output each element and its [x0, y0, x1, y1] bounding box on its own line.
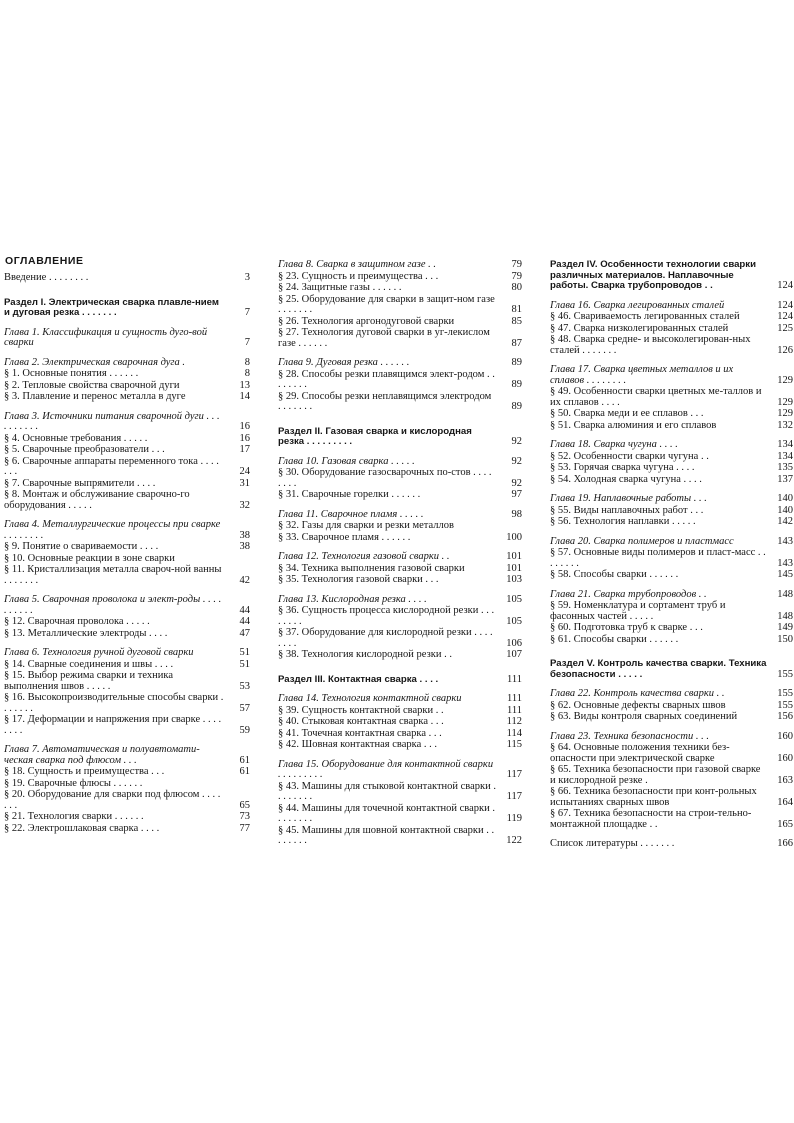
- toc-entry-title: § 44. Машины для точечной контактной сварки . . . . . . . .: [278, 802, 496, 824]
- toc-entry-page: 92: [511, 436, 522, 447]
- toc-chapter-entry: [550, 732, 793, 743]
- toc-entry-page: 31: [239, 477, 250, 489]
- toc-entry: [4, 273, 250, 284]
- toc-chapter-entry: [278, 552, 522, 563]
- toc-chapter-entry: [278, 457, 522, 468]
- toc-entry-page: 129: [777, 408, 793, 419]
- toc-entry-title: § 61. Способы сварки . . . . . .: [550, 633, 679, 645]
- toc-chapter-entry: [550, 689, 793, 700]
- toc-entry-page: 98: [511, 508, 522, 520]
- toc-entry-title: Глава 19. Наплавочные работы . . .: [550, 493, 707, 504]
- toc-paragraph-entry: [278, 804, 522, 825]
- toc-paragraph-entry: [278, 295, 522, 316]
- toc-entry-page: 14: [239, 391, 250, 402]
- toc-entry-title: § 21. Технология сварки . . . . . .: [4, 811, 144, 822]
- toc-paragraph-entry: [550, 506, 793, 517]
- toc-entry-title: § 65. Техника безопасности при газовой сварке и кислородной резке .: [550, 764, 761, 786]
- toc-paragraph-entry: [4, 812, 250, 823]
- toc-entry-title: § 56. Технология наплавки . . . . .: [550, 516, 696, 527]
- toc-entry-title: § 15. Выбор режима сварки и техника выполнения швов . . . . .: [4, 670, 173, 692]
- toc-entry-title: § 7. Сварочные выпрямители . . . .: [4, 477, 156, 489]
- toc-entry-page: 3: [244, 272, 250, 283]
- toc-entry-page: 126: [777, 344, 793, 356]
- toc-entry-page: 92: [511, 455, 522, 467]
- toc-paragraph-entry: [4, 693, 250, 714]
- toc-entry-title: Глава 20. Сварка полимеров и пластмасс: [550, 535, 734, 547]
- toc-entry-title: § 67. Техника безопасности на строи-тельно-монтажной площадке . .: [550, 808, 752, 830]
- toc-entry-page: 100: [506, 531, 522, 543]
- toc-paragraph-entry: [4, 542, 250, 553]
- toc-entry-page: 124: [777, 280, 793, 291]
- toc-paragraph-entry: [550, 312, 793, 323]
- toc-chapter-entry: [4, 595, 250, 616]
- toc-entry-page: 107: [506, 649, 522, 660]
- toc-entry-title: § 25. Оборудование для сварки в защит-ном газе . . . . . . .: [278, 293, 495, 315]
- toc-entry-title: § 62. Основные дефекты сварных швов: [550, 699, 726, 711]
- toc-entry-title: § 24. Защитные газы . . . . . .: [278, 282, 402, 293]
- toc-paragraph-entry: [550, 701, 793, 712]
- toc-entry-page: 164: [777, 796, 793, 808]
- toc-section-entry: [550, 659, 793, 680]
- toc-entry-page: 111: [507, 673, 522, 685]
- toc-entry-title: § 55. Виды наплавочных работ . . .: [550, 504, 704, 516]
- toc-entry-title: Глава 10. Газовая сварка . . . . .: [278, 455, 415, 467]
- toc-chapter-entry: [278, 358, 522, 369]
- toc-entry-page: 156: [777, 711, 793, 722]
- toc-paragraph-entry: [278, 283, 522, 294]
- toc-chapter-entry: [550, 440, 793, 451]
- toc-chapter-entry: [4, 412, 250, 433]
- toc-entry-page: 160: [777, 752, 793, 764]
- toc-paragraph-entry: [550, 765, 793, 786]
- toc-entry-title: § 51. Сварка алюминия и его сплавов: [550, 419, 717, 431]
- toc-paragraph-entry: [278, 826, 522, 847]
- toc-entry-page: 51: [239, 647, 250, 658]
- toc-entry-title: Глава 15. Оборудование для контактной сварки . . . . . . . . .: [278, 758, 494, 780]
- toc-entry-page: 61: [239, 766, 250, 777]
- toc-chapter-entry: [550, 365, 793, 386]
- toc-entry-page: 155: [777, 699, 793, 711]
- toc-entry-title: Глава 23. Техника безопасности . . .: [550, 730, 709, 742]
- toc-entry-title: § 23. Сущность и преимущества . . .: [278, 270, 439, 282]
- toc-entry-title: § 57. Основные виды полимеров и пласт-масс . . . . . . . .: [550, 547, 766, 569]
- toc-paragraph-entry: [4, 715, 250, 736]
- toc-entry-page: 92: [511, 477, 522, 489]
- toc-entry-title: § 64. Основные положения техники без-опасности при электрической сварке: [550, 742, 730, 764]
- toc-paragraph-entry: [4, 671, 250, 692]
- toc-entry-title: § 63. Виды контроля сварных соединений: [550, 711, 738, 722]
- toc-section-entry: [278, 427, 522, 448]
- toc-entry-page: 32: [239, 499, 250, 511]
- toc-entry-page: 89: [511, 401, 522, 412]
- toc-chapter-entry: [550, 494, 793, 505]
- toc-entry-title: § 31. Сварочные горелки . . . . . .: [278, 489, 421, 500]
- toc-entry-page: 59: [239, 724, 250, 736]
- toc-entry-title: § 28. Способы резки плавящимся элект-родом . . . . . . . .: [278, 368, 495, 390]
- toc-paragraph-entry: [550, 421, 793, 432]
- toc-entry-page: 17: [239, 444, 250, 455]
- toc-section-entry: [278, 675, 522, 686]
- toc-entry-title: Глава 8. Сварка в защитном газе . .: [278, 259, 437, 270]
- toc-entry-title: § 48. Сварка средне- и высоколегирован-ных сталей . . . . . . .: [550, 334, 751, 356]
- toc-entry-page: 125: [777, 322, 793, 334]
- toc-entry-title: § 46. Свариваемость легированных сталей: [550, 311, 740, 322]
- toc-paragraph-entry: [550, 409, 793, 420]
- toc-entry-title: § 16. Высокопроизводительные способы сварки . . . . . . .: [4, 692, 224, 714]
- toc-entry-title: Глава 6. Технология ручной дуговой сварки: [4, 647, 194, 658]
- toc-paragraph-entry: [550, 743, 793, 764]
- toc-paragraph-entry: [4, 660, 250, 671]
- toc-paragraph-entry: [550, 463, 793, 474]
- toc-entry-page: 117: [506, 769, 522, 780]
- toc-entry-title: § 19. Сварочные флюсы . . . . . .: [4, 777, 143, 789]
- toc-entry-page: 81: [511, 304, 522, 315]
- toc-paragraph-entry: [550, 548, 793, 569]
- toc-entry-page: 103: [506, 574, 522, 585]
- toc-entry-page: 7: [244, 337, 250, 348]
- toc-entry-title: § 38. Технология кислородной резки . .: [278, 649, 452, 660]
- toc-entry-page: 42: [239, 574, 250, 586]
- toc-entry-page: 101: [506, 551, 522, 562]
- toc-entry-page: 38: [239, 541, 250, 552]
- toc-entry-page: 132: [777, 419, 793, 431]
- toc-entry-page: 119: [506, 813, 522, 824]
- toc-entry-title: § 58. Способы сварки . . . . . .: [550, 569, 679, 580]
- toc-paragraph-entry: [278, 740, 522, 751]
- toc-entry-title: § 4. Основные требования . . . . .: [4, 432, 148, 444]
- toc-entry-title: § 36. Сущность процесса кислородной резки . . . . . . . .: [278, 605, 495, 627]
- toc-entry-page: 79: [511, 270, 522, 282]
- toc-paragraph-entry: [4, 565, 250, 586]
- toc-paragraph-entry: [4, 392, 250, 403]
- toc-paragraph-entry: [278, 606, 522, 627]
- toc-section-entry: [550, 260, 793, 292]
- toc-entry-page: 44: [239, 604, 250, 616]
- toc-entry-page: 8: [244, 356, 250, 368]
- toc-entry-title: § 53. Горячая сварка чугуна . . . .: [550, 462, 695, 473]
- toc-entry-title: Раздел I. Электрическая сварка плавле-нием и дуговая резка . . . . . . .: [4, 296, 219, 318]
- toc-entry-page: 124: [777, 299, 793, 311]
- toc-column-3: [550, 260, 793, 850]
- toc-paragraph-entry: [4, 554, 250, 565]
- toc-entry-page: 77: [239, 822, 250, 834]
- toc-paragraph-entry: [4, 767, 250, 778]
- toc-entry-page: 51: [239, 658, 250, 670]
- toc-entry-title: Глава 3. Источники питания сварочной дуги . . . . . . . . . .: [4, 410, 220, 432]
- toc-entry-page: 61: [239, 754, 250, 766]
- toc-entry-page: 47: [239, 627, 250, 639]
- toc-entry-title: § 17. Деформации и напряжения при сварке . . . . . . . .: [4, 714, 222, 736]
- toc-entry-title: § 27. Технология дуговой сварки в уг-лекислом газе . . . . . .: [278, 327, 490, 349]
- toc-entry-title: § 33. Сварочное пламя . . . . . .: [278, 531, 411, 543]
- toc-entry-page: 112: [506, 716, 522, 727]
- toc-entry-title: § 13. Металлические электроды . . . .: [4, 627, 168, 639]
- toc-entry-page: 115: [506, 739, 522, 750]
- toc-entry-page: 73: [239, 811, 250, 822]
- toc-entry-title: § 37. Оборудование для кислородной резки . . . . . . . .: [278, 627, 493, 649]
- toc-entry-title: § 30. Оборудование газосварочных по-стов . . . . . . . .: [278, 467, 492, 489]
- toc-entry-title: § 52. Особенности сварки чугуна . .: [550, 450, 709, 462]
- toc-chapter-entry: [4, 358, 250, 369]
- toc-chapter-entry: [550, 301, 793, 312]
- toc-entry-page: 149: [777, 622, 793, 633]
- toc-entry-page: 155: [777, 688, 793, 699]
- toc-entry-page: 135: [777, 462, 793, 473]
- toc-entry-title: Раздел IV. Особенности технологии сварки различных материалов. Наплавочные работы. Сварка трубопроводов . .: [550, 259, 756, 291]
- toc-entry-title: § 39. Сущность контактной сварки . .: [278, 704, 444, 716]
- toc-paragraph-entry: [278, 272, 522, 283]
- toc-paragraph-entry: [278, 628, 522, 649]
- toc-paragraph-entry: [4, 824, 250, 835]
- toc-entry-page: 16: [239, 432, 250, 444]
- toc-entry-page: 97: [511, 489, 522, 500]
- toc-entry-title: § 54. Холодная сварка чугуна . . . .: [550, 473, 702, 485]
- toc-entry-title: Глава 4. Металлургические процессы при сварке . . . . . . . .: [4, 519, 221, 541]
- toc-entry-page: 85: [511, 315, 522, 327]
- toc-entry-page: 65: [239, 799, 250, 811]
- toc-entry-title: Глава 7. Автоматическая и полуавтомати-ческая сварка под флюсом . . .: [4, 744, 200, 766]
- toc-paragraph-entry: [278, 392, 522, 413]
- toc-entry-page: 117: [506, 791, 522, 802]
- toc-paragraph-entry: [550, 809, 793, 830]
- toc-entry-page: 105: [506, 615, 522, 627]
- toc-chapter-entry: [4, 745, 250, 766]
- toc-entry-title: § 66. Техника безопасности при конт-рольных испытаниях сварных швов: [550, 786, 757, 808]
- toc-entry-title: Глава 5. Сварочная проволока и элект-роды . . . . . . . . . .: [4, 594, 222, 616]
- toc-column-1: [4, 273, 250, 834]
- toc-paragraph-entry: [4, 617, 250, 628]
- toc-entry-title: § 29. Способы резки неплавящимся электродом . . . . . . .: [278, 390, 492, 412]
- toc-entry-page: 106: [506, 637, 522, 649]
- toc-paragraph-entry: [278, 782, 522, 803]
- toc-entry-page: 122: [506, 835, 522, 846]
- toc-entry-page: 101: [506, 562, 522, 574]
- toc-entry-page: 89: [511, 379, 522, 390]
- toc-entry-title: Глава 18. Сварка чугуна . . . .: [550, 439, 678, 450]
- toc-column-2: [278, 260, 522, 847]
- toc-entry-title: § 9. Понятие о свариваемости . . . .: [4, 541, 159, 552]
- toc-entry-title: § 59. Номенклатура и сортамент труб и фасонных частей . . . . .: [550, 600, 726, 622]
- toc-paragraph-entry: [278, 717, 522, 728]
- page-title: ОГЛАВЛЕНИЕ: [5, 255, 84, 267]
- toc-entry-page: 143: [777, 535, 793, 547]
- toc-chapter-entry: [550, 590, 793, 601]
- toc-entry-page: 124: [777, 311, 793, 322]
- toc-entry-page: 134: [777, 439, 793, 450]
- toc-chapter-entry: [278, 760, 522, 781]
- toc-entry-page: 155: [777, 668, 793, 680]
- toc-entry-title: § 10. Основные реакции в зоне сварки: [4, 552, 175, 564]
- toc-entry-title: § 2. Тепловые свойства сварочной дуги: [4, 379, 180, 391]
- toc-paragraph-entry: [550, 475, 793, 486]
- toc-paragraph-entry: [278, 564, 522, 575]
- toc-entry-title: Глава 12. Технология газовой сварки . .: [278, 551, 450, 562]
- toc-paragraph-entry: [4, 434, 250, 445]
- toc-paragraph-entry: [4, 490, 250, 511]
- toc-entry-page: 7: [244, 307, 250, 318]
- toc-section-entry: [4, 298, 250, 319]
- toc-paragraph-entry: [550, 335, 793, 356]
- toc-chapter-entry: [4, 648, 250, 659]
- toc-chapter-entry: [278, 510, 522, 521]
- toc-entry-title: § 12. Сварочная проволока . . . . .: [4, 616, 150, 627]
- toc-entry-title: § 41. Точечная контактная сварка . . .: [278, 727, 442, 739]
- toc-entry-title: Глава 1. Классификация и сущность дуго-вой сварки: [4, 326, 208, 348]
- toc-entry-title: Глава 11. Сварочное пламя . . . . .: [278, 508, 424, 520]
- toc-paragraph-entry: [278, 575, 522, 586]
- toc-entry-title: § 43. Машины для стыковой контактной сварки . . . . . . . .: [278, 780, 497, 802]
- toc-entry-title: § 14. Сварные соединения и швы . . . .: [4, 658, 174, 670]
- toc-entry-title: § 5. Сварочные преобразователи . . .: [4, 444, 165, 455]
- toc-paragraph-entry: [550, 635, 793, 646]
- toc-paragraph-entry: [278, 729, 522, 740]
- toc-entry-page: 44: [239, 616, 250, 627]
- toc-entry-page: 150: [777, 633, 793, 645]
- toc-entry-page: 114: [506, 727, 522, 739]
- toc-chapter-entry: [4, 520, 250, 541]
- toc-entry-title: § 6. Сварочные аппараты переменного тока . . . . . . .: [4, 455, 219, 477]
- toc-paragraph-entry: [278, 521, 522, 532]
- toc-entry-page: 166: [777, 838, 793, 849]
- toc-entry-title: § 11. Кристаллизация металла свароч-ной ванны . . . . . . .: [4, 564, 222, 586]
- toc-paragraph-entry: [550, 787, 793, 808]
- toc-entry-title: § 60. Подготовка труб к сварке . . .: [550, 622, 703, 633]
- toc-entry-page: 145: [777, 569, 793, 580]
- toc-entry-title: Глава 9. Дуговая резка . . . . . .: [278, 357, 410, 368]
- toc-paragraph-entry: [4, 479, 250, 490]
- toc-entry-title: Раздел V. Контроль качества сварки. Техника безопасности . . . . .: [550, 658, 767, 680]
- toc-paragraph-entry: [4, 629, 250, 640]
- toc-entry-page: 53: [239, 680, 250, 692]
- toc-paragraph-entry: [4, 381, 250, 392]
- toc-entry-page: 24: [239, 466, 250, 477]
- toc-entry-title: § 3. Плавление и перенос металла в дуге: [4, 391, 186, 402]
- toc-entry-title: § 35. Технология газовой сварки . . .: [278, 574, 439, 585]
- toc-entry-page: 160: [777, 730, 793, 742]
- toc-entry-title: § 22. Электрошлаковая сварка . . . .: [4, 822, 160, 834]
- toc-entry-title: § 34. Техника выполнения газовой сварки: [278, 562, 465, 574]
- toc-entry-title: Глава 21. Сварка трубопроводов . .: [550, 588, 707, 600]
- toc-entry-page: 57: [239, 702, 250, 714]
- toc-entry-title: Введение . . . . . . . .: [4, 272, 89, 283]
- toc-paragraph-entry: [550, 601, 793, 622]
- toc-paragraph-entry: [4, 457, 250, 478]
- toc-paragraph-entry: [278, 317, 522, 328]
- toc-entry-title: Глава 16. Сварка легированных сталей: [550, 299, 725, 311]
- toc-entry-title: Раздел II. Газовая сварка и кислородная резка . . . . . . . . .: [278, 425, 472, 447]
- toc-chapter-entry: [4, 328, 250, 349]
- toc-entry-page: 129: [777, 374, 793, 386]
- toc-chapter-entry: [278, 260, 522, 271]
- toc-entry-title: Глава 2. Электрическая сварочная дуга .: [4, 356, 186, 368]
- toc-entry-page: 8: [244, 368, 250, 379]
- toc-entry-page: 148: [777, 588, 793, 600]
- toc-entry: [550, 839, 793, 850]
- toc-entry-page: 134: [777, 450, 793, 462]
- toc-entry-title: § 42. Шовная контактная сварка . . .: [278, 739, 438, 750]
- toc-entry-page: 137: [777, 473, 793, 485]
- toc-entry-page: 129: [777, 396, 793, 408]
- toc-entry-title: Список литературы . . . . . . .: [550, 838, 675, 849]
- toc-entry-title: Глава 13. Кислородная резка . . . .: [278, 593, 427, 605]
- toc-paragraph-entry: [4, 779, 250, 790]
- toc-chapter-entry: [278, 595, 522, 606]
- toc-entry-page: 111: [507, 704, 522, 716]
- toc-entry-title: Глава 17. Сварка цветных металлов и их сплавов . . . . . . . .: [550, 364, 734, 386]
- toc-chapter-entry: [278, 694, 522, 705]
- toc-entry-page: 87: [511, 337, 522, 349]
- toc-entry-title: § 8. Монтаж и обслуживание сварочно-го оборудования . . . . .: [4, 489, 190, 511]
- toc-entry-page: 163: [777, 774, 793, 786]
- toc-entry-page: 16: [239, 421, 250, 432]
- toc-entry-page: 79: [511, 259, 522, 270]
- toc-entry-page: 143: [777, 557, 793, 569]
- toc-paragraph-entry: [550, 570, 793, 581]
- toc-entry-title: § 49. Особенности сварки цветных ме-таллов и их сплавов . . . .: [550, 386, 762, 408]
- toc-chapter-entry: [550, 537, 793, 548]
- toc-paragraph-entry: [278, 468, 522, 489]
- toc-entry-page: 142: [777, 516, 793, 527]
- toc-entry-title: Глава 22. Контроль качества сварки . .: [550, 688, 725, 699]
- toc-entry-page: 140: [777, 504, 793, 516]
- toc-entry-page: 165: [777, 818, 793, 830]
- toc-entry-page: 140: [777, 493, 793, 504]
- toc-paragraph-entry: [550, 623, 793, 634]
- toc-entry-title: § 18. Сущность и преимущества . . .: [4, 766, 165, 777]
- toc-entry-page: 111: [507, 693, 522, 704]
- toc-entry-title: Раздел III. Контактная сварка . . . .: [278, 673, 439, 685]
- toc-paragraph-entry: [550, 324, 793, 335]
- toc-paragraph-entry: [278, 370, 522, 391]
- toc-paragraph-entry: [4, 445, 250, 456]
- toc-entry-page: 38: [239, 529, 250, 541]
- toc-paragraph-entry: [4, 790, 250, 811]
- toc-entry-title: § 20. Оборудование для сварки под флюсом . . . . . . .: [4, 789, 221, 811]
- toc-paragraph-entry: [550, 712, 793, 723]
- toc-entry-title: § 50. Сварка меди и ее сплавов . . .: [550, 408, 704, 419]
- toc-paragraph-entry: [550, 387, 793, 408]
- toc-entry-title: § 40. Стыковая контактная сварка . . .: [278, 716, 444, 727]
- toc-entry-page: 13: [239, 379, 250, 391]
- toc-entry-title: § 45. Машины для шовной контактной сварки . . . . . . . .: [278, 824, 495, 846]
- toc-entry-title: Глава 14. Технология контактной сварки: [278, 693, 462, 704]
- toc-paragraph-entry: [278, 328, 522, 349]
- toc-entry-title: § 47. Сварка низколегированных сталей: [550, 322, 729, 334]
- toc-entry-page: 148: [777, 610, 793, 622]
- toc-entry-page: 105: [506, 593, 522, 605]
- toc-paragraph-entry: [278, 490, 522, 501]
- toc-paragraph-entry: [4, 369, 250, 380]
- toc-entry-page: 80: [511, 282, 522, 293]
- toc-paragraph-entry: [550, 452, 793, 463]
- toc-entry-title: § 1. Основные понятия . . . . . .: [4, 368, 139, 379]
- toc-entry-title: § 32. Газы для сварки и резки металлов: [278, 520, 454, 531]
- toc-entry-title: § 26. Технология аргонодуговой сварки: [278, 315, 455, 327]
- toc-paragraph-entry: [550, 517, 793, 528]
- toc-paragraph-entry: [278, 533, 522, 544]
- toc-entry-page: 89: [511, 357, 522, 368]
- toc-paragraph-entry: [278, 650, 522, 661]
- toc-paragraph-entry: [278, 706, 522, 717]
